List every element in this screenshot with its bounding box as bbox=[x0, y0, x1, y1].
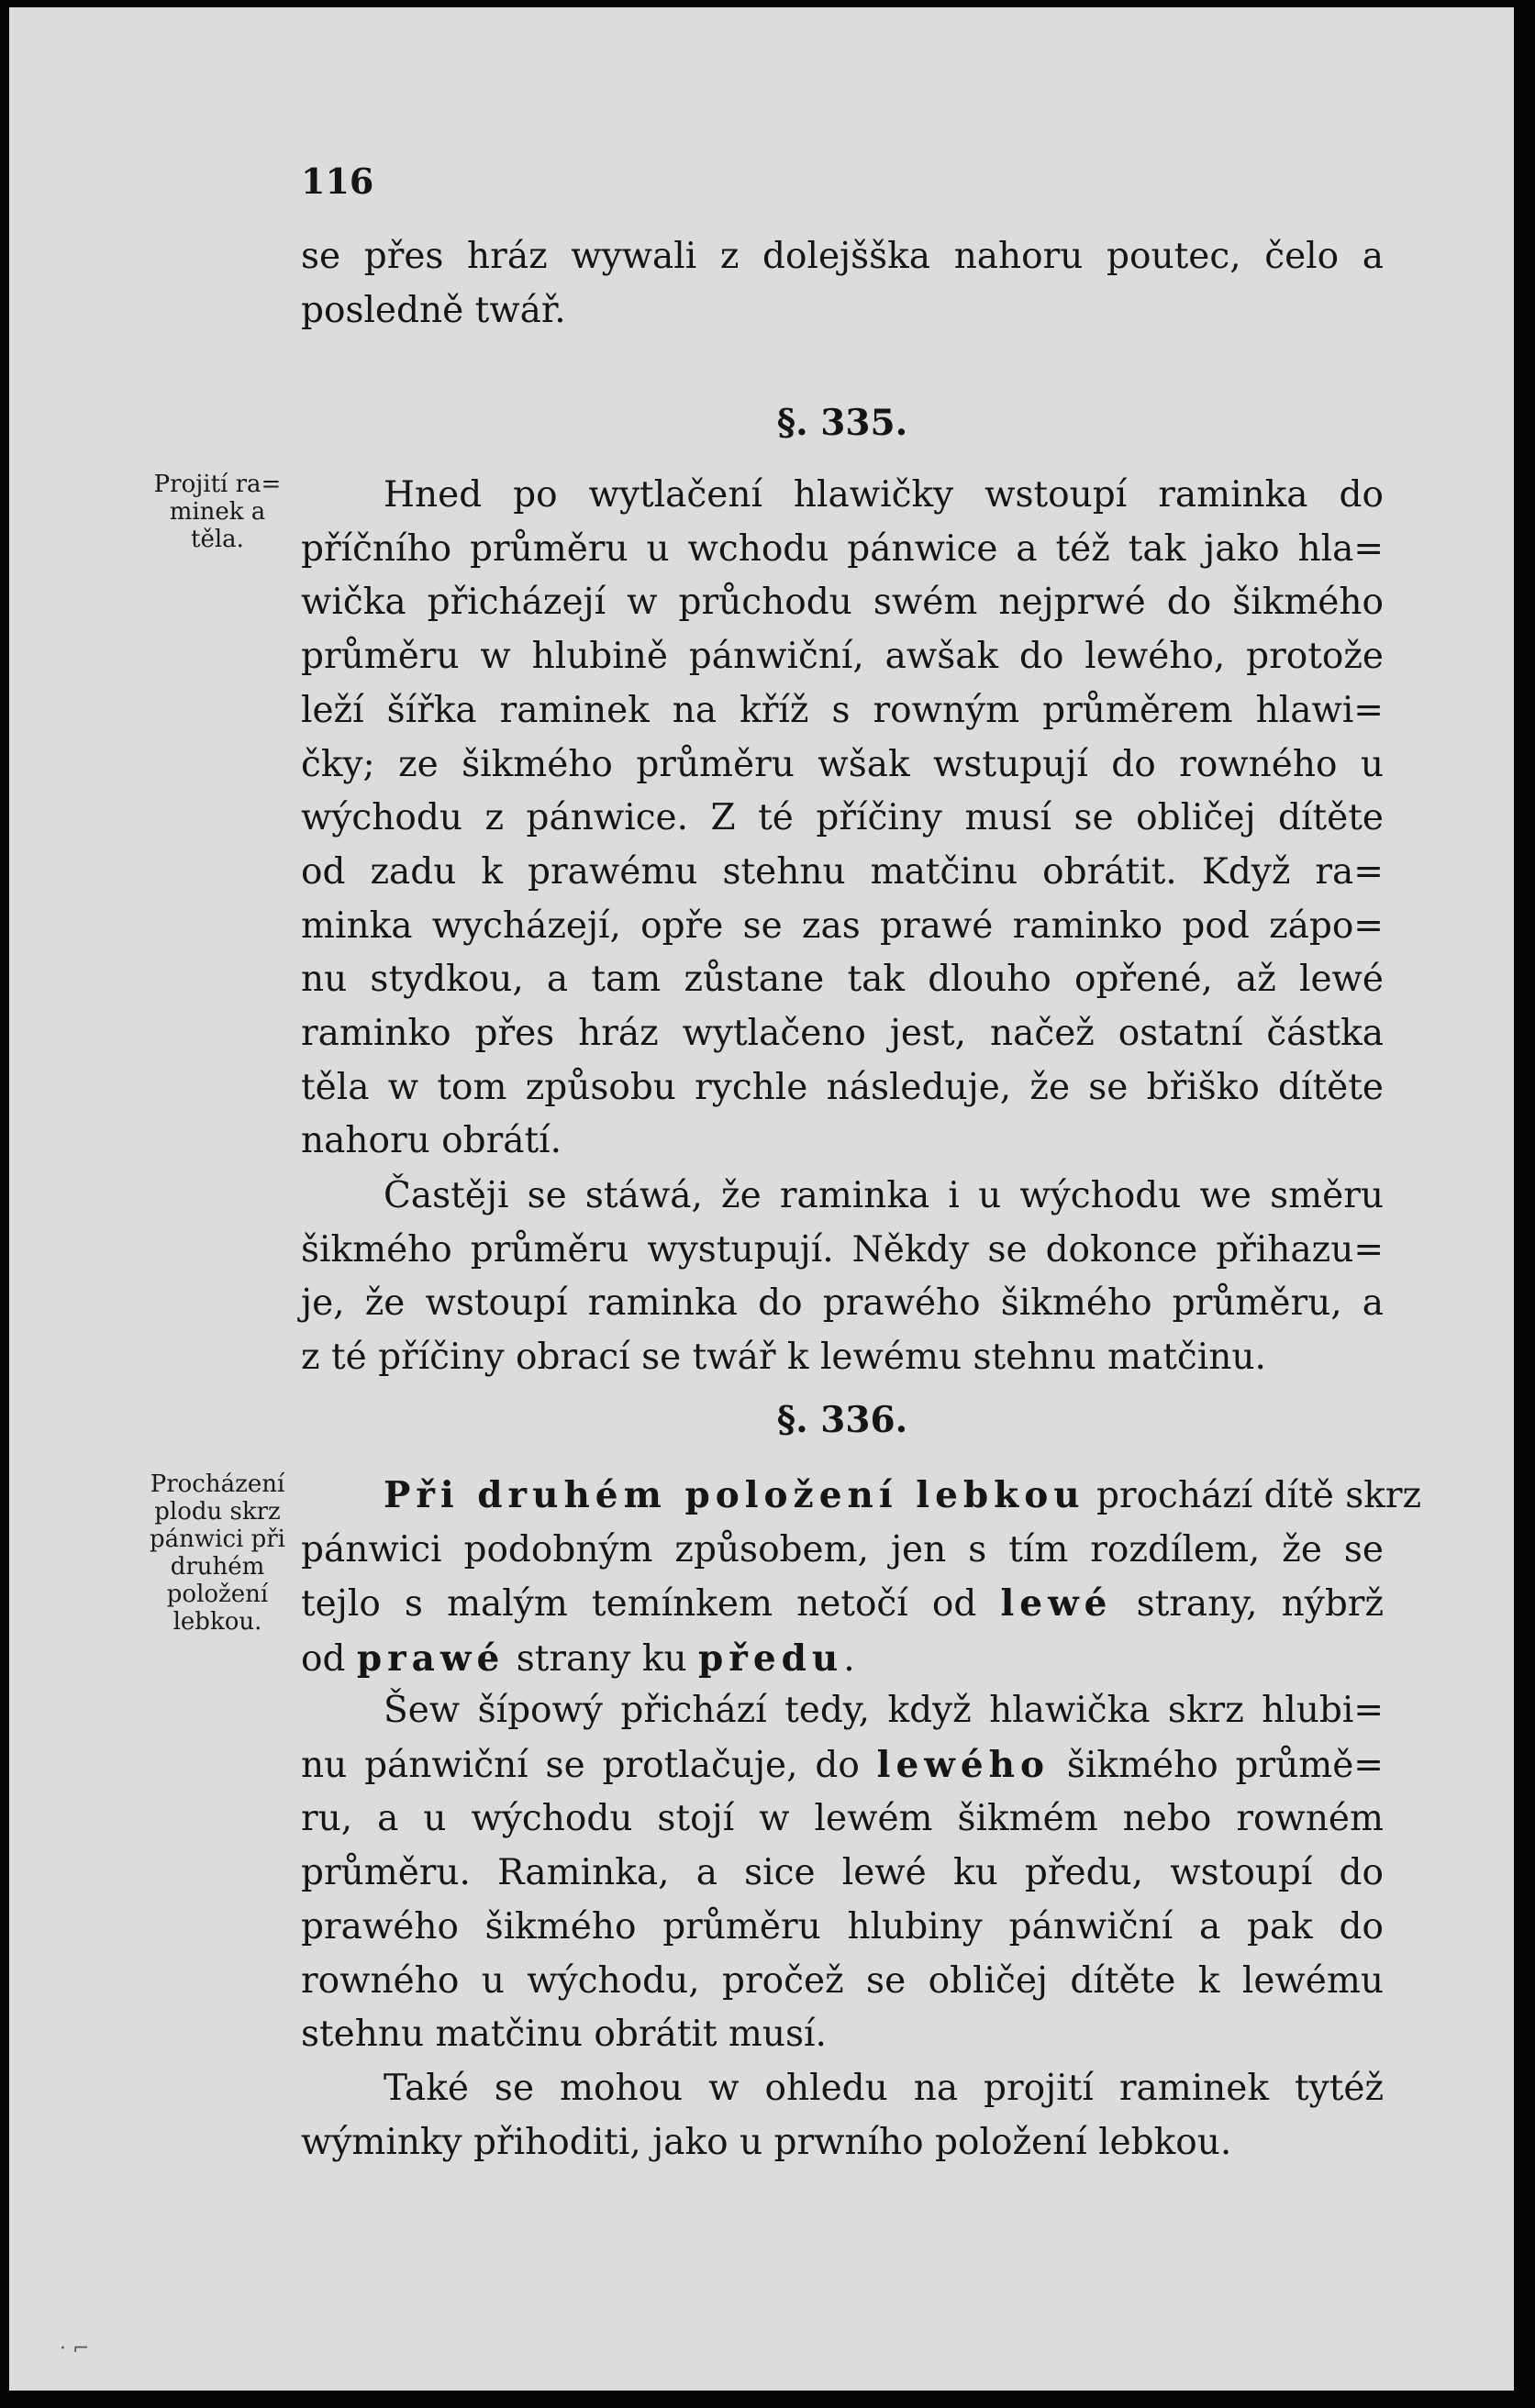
emphasis-text: Při druhém položení lebkou bbox=[384, 1474, 1085, 1516]
text-fragment: . bbox=[843, 1638, 855, 1681]
margin-note-shoulders bbox=[139, 471, 295, 553]
text-fragment: prochází dítě skrz bbox=[1085, 1475, 1422, 1516]
text-line: průměru. Raminka, a sice lewé ku předu, wstoupí do bbox=[301, 1852, 1384, 1894]
text-line: pánwici podobným způsobem, jen s tím rozdílem, že se bbox=[301, 1528, 1384, 1570]
text-line: wýminky přihoditi, jako u prwního položení lebkou. bbox=[301, 2121, 1232, 2163]
text-line: Šew šípowý přichází tedy, když hlawička skrz hlubi= bbox=[384, 1690, 1384, 1731]
text-fragment: od bbox=[301, 1638, 357, 1681]
text-line: wýchodu z pánwice. Z té příčiny musí se obličej dítěte bbox=[301, 797, 1384, 839]
margin-note-passage bbox=[139, 1470, 295, 1636]
text-line: wička přicházejí w průchodu swém nejprwé do šikmého bbox=[301, 582, 1384, 624]
text-line: prawého šikmého průměru hlubiny pánwiční a pak do bbox=[301, 1905, 1384, 1947]
text-line: těla w tom způsobu rychle následuje, že se břiško dítěte bbox=[301, 1066, 1384, 1108]
text-line: stehnu matčinu obrátit musí. bbox=[301, 2014, 827, 2056]
page-number: 116 bbox=[301, 161, 374, 202]
margin-note-line: minek a bbox=[169, 498, 266, 526]
paragraph-336-main bbox=[301, 1469, 1422, 1687]
paragraph-336-second bbox=[301, 1684, 1384, 2062]
text-line: nu stydkou, a tam zůstane tak dlouho opřené, až lewé bbox=[301, 959, 1384, 1001]
text-line: posledně twář. bbox=[301, 289, 566, 331]
paragraph-336-third bbox=[301, 2062, 1384, 2169]
emphasis-text: lewého bbox=[876, 1743, 1051, 1786]
text-line bbox=[301, 1738, 1384, 1793]
margin-note-line: Procházení bbox=[150, 1470, 285, 1498]
emphasis-text: lewé bbox=[1000, 1582, 1113, 1626]
text-line: je, že wstoupí raminka do prawého šikmého průměru, a bbox=[301, 1282, 1384, 1325]
text-line: z té příčiny obrací se twář k lewému stehnu matčinu. bbox=[301, 1337, 1266, 1379]
corner-mark: · ⌐ bbox=[60, 2337, 90, 2360]
margin-note-line: plodu skrz bbox=[154, 1498, 281, 1526]
text-line: nahoru obrátí. bbox=[301, 1120, 562, 1162]
text-line: Častěji se stáwá, že raminka i u wýchodu we směru bbox=[384, 1175, 1384, 1216]
text-line: ru, a u wýchodu stojí w lewém šikmém nebo rowném bbox=[301, 1798, 1384, 1840]
paragraph-335-second bbox=[301, 1170, 1384, 1385]
paragraph-335-main bbox=[301, 469, 1384, 1169]
text-fragment: strany, nýbrž bbox=[1112, 1583, 1384, 1626]
text-fragment: šikmého průmě= bbox=[1050, 1744, 1384, 1786]
text-line: se přes hráz wywali z dolejšška nahoru poutec, čelo a bbox=[301, 236, 1384, 277]
section-heading-336: §. 336. bbox=[776, 1399, 908, 1441]
margin-note-line: lebkou. bbox=[172, 1608, 262, 1636]
text-line: minka wycházejí, opře se zas prawé raminko pod zápo= bbox=[301, 904, 1384, 947]
paragraph-continued bbox=[301, 230, 1384, 338]
text-line: od zadu k prawému stehnu matčinu obrátit. Když ra= bbox=[301, 850, 1384, 893]
text-line: leží šířka raminek na kříž s rowným průměrem hlawi= bbox=[301, 689, 1384, 731]
margin-note-line: položení bbox=[166, 1581, 269, 1608]
text-line: průměru w hlubině pánwiční, awšak do lewého, protože bbox=[301, 636, 1384, 678]
book-page bbox=[9, 7, 1514, 2391]
margin-note-line: druhém bbox=[170, 1553, 265, 1581]
text-fragment: strany ku bbox=[505, 1638, 699, 1681]
text-line: Také se mohou w ohledu na projití raminek tytéž bbox=[384, 2068, 1384, 2109]
text-line: rowného u wýchodu, pročež se obličej dítěte k lewému bbox=[301, 1959, 1384, 2002]
text-line: raminko přes hráz wytlačeno jest, načež ostatní částka bbox=[301, 1013, 1384, 1055]
margin-note-line: těla. bbox=[191, 526, 244, 553]
text-line: šikmého průměru wystupují. Někdy se dokonce přihazu= bbox=[301, 1228, 1384, 1271]
margin-note-line: Projití ra= bbox=[153, 471, 282, 498]
emphasis-text: prawé bbox=[356, 1637, 506, 1681]
emphasis-text: předu bbox=[698, 1637, 844, 1681]
text-fragment: nu pánwiční se protlačuje, do bbox=[301, 1744, 877, 1786]
text-fragment: tejlo s malým temínkem netočí od bbox=[301, 1583, 1001, 1626]
text-line: příčního průměru u wchodu pánwice a též tak jako hla= bbox=[301, 527, 1384, 570]
margin-note-line: pánwici při bbox=[150, 1526, 285, 1553]
text-line bbox=[301, 1577, 1384, 1632]
text-line: čky; ze šikmého průměru wšak wstupují do rowného u bbox=[301, 743, 1384, 785]
section-heading-335: §. 335. bbox=[776, 402, 908, 444]
text-line bbox=[301, 1469, 1422, 1524]
text-line: Hned po wytlačení hlawičky wstoupí raminka do bbox=[384, 474, 1384, 516]
text-line bbox=[301, 1632, 1384, 1687]
